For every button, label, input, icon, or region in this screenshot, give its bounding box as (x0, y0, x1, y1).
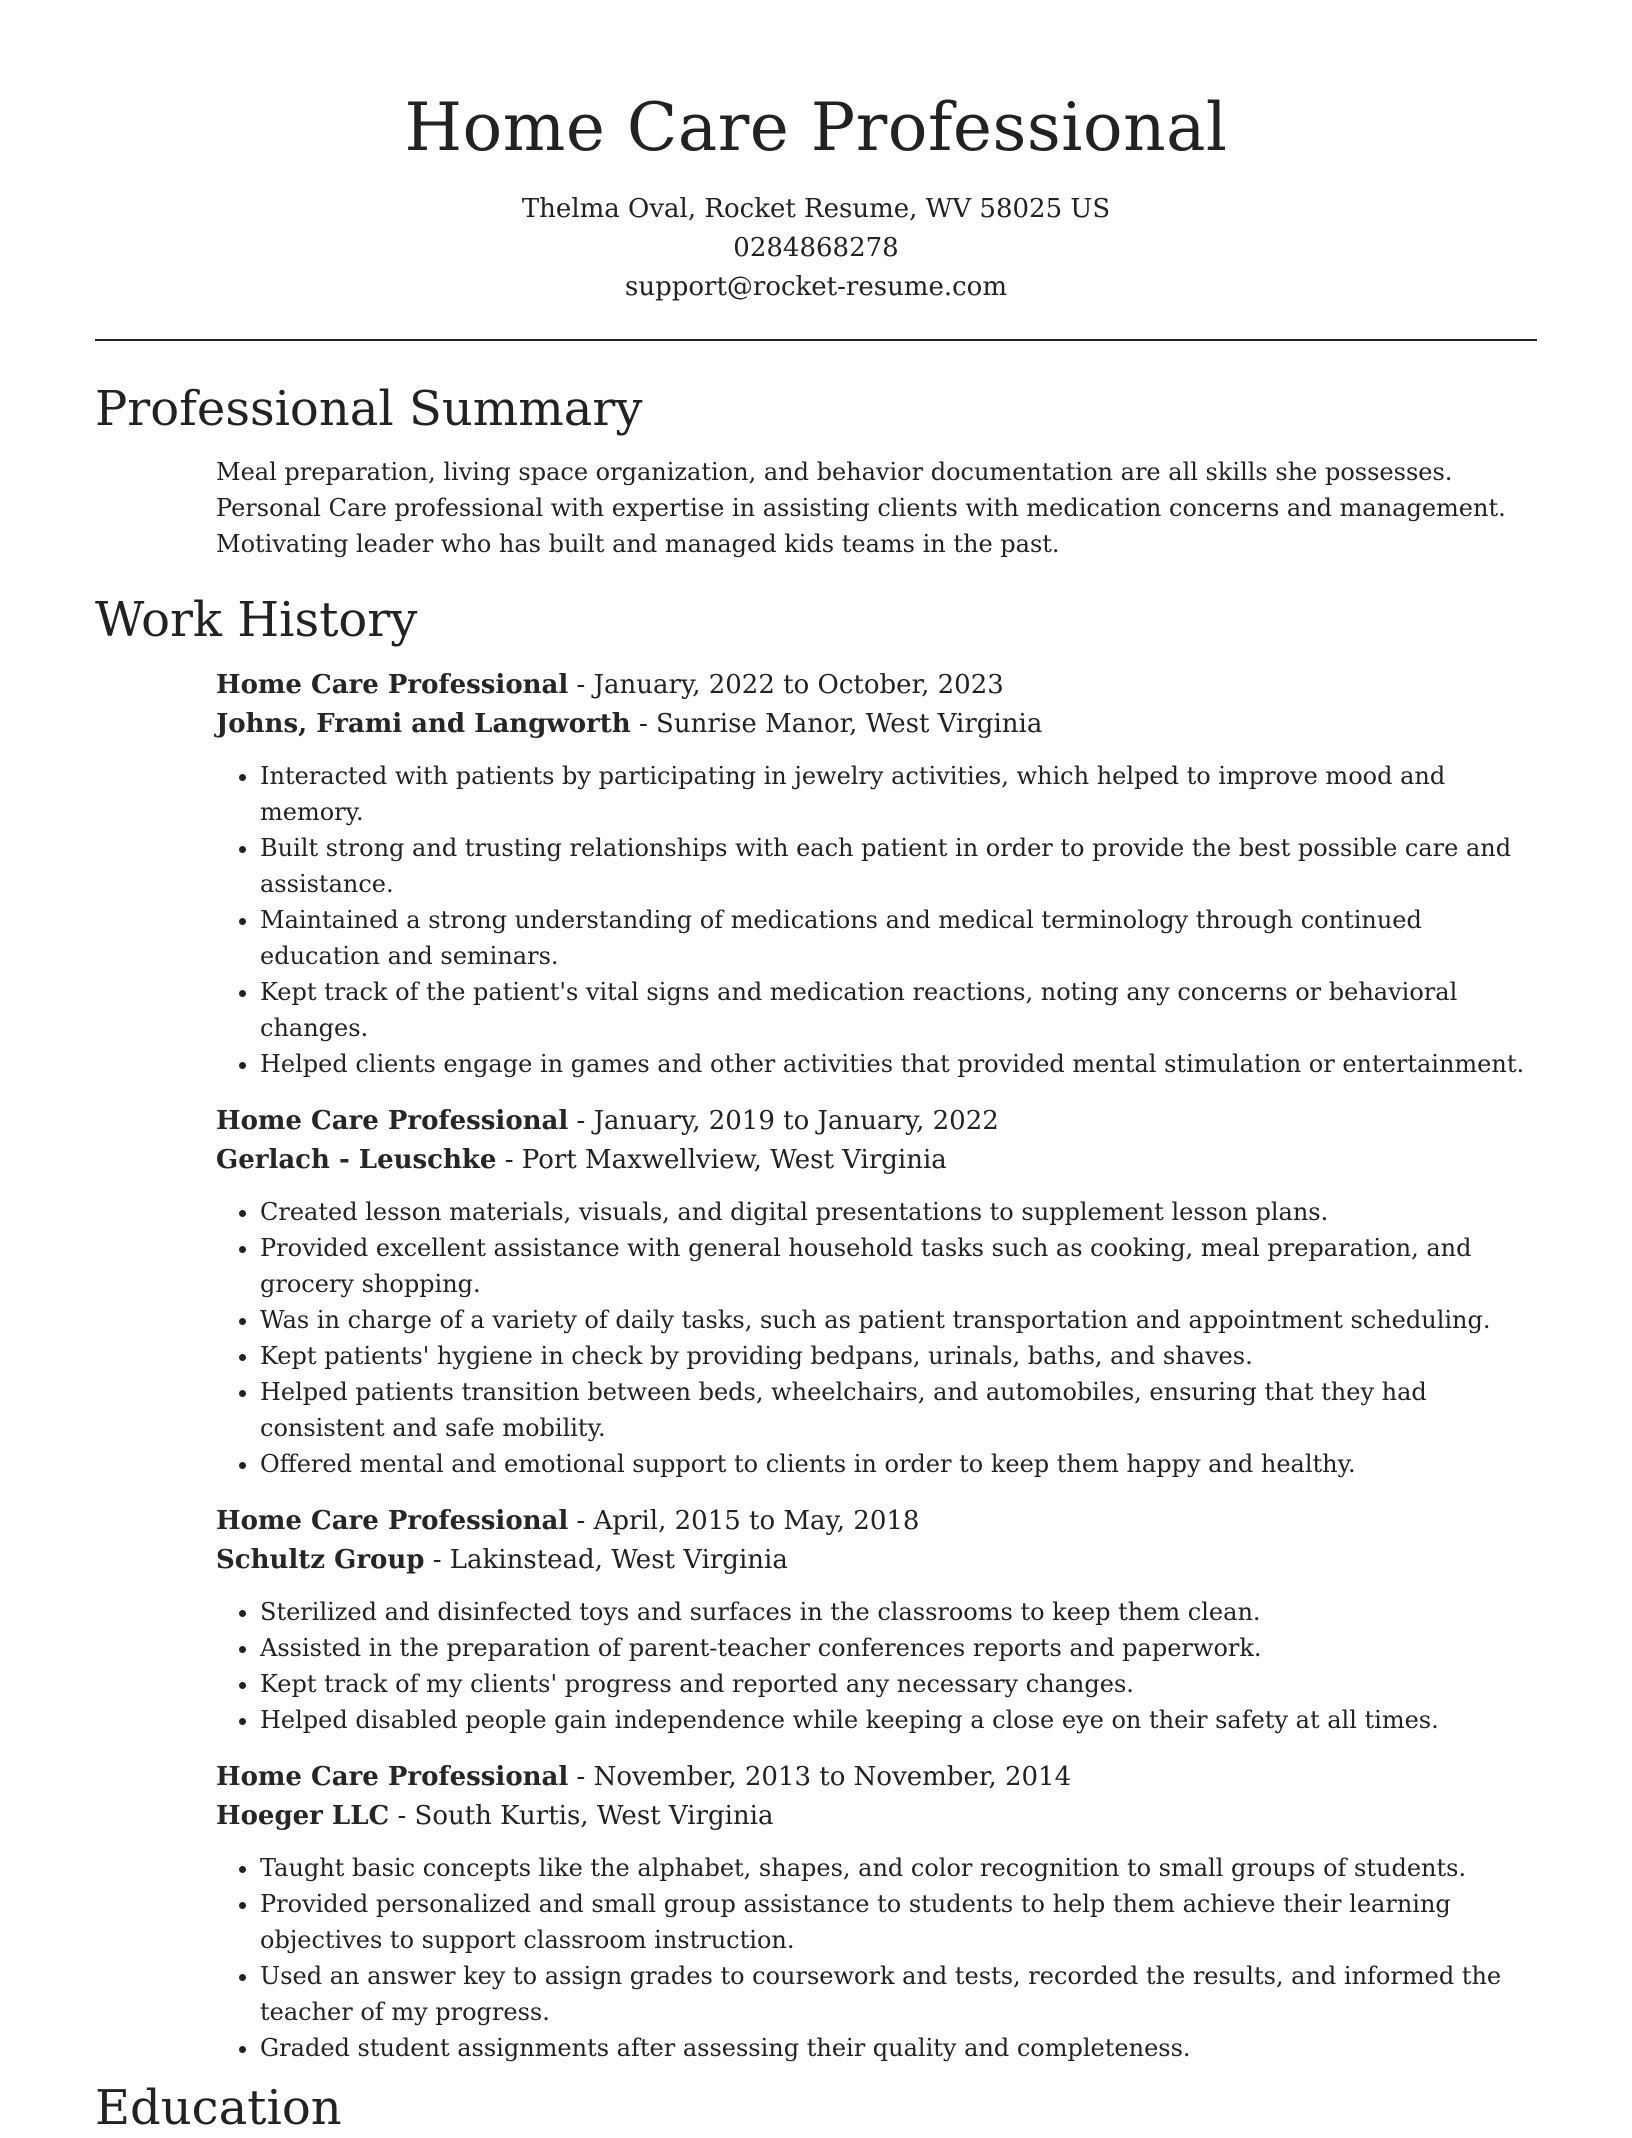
job-title-line (216, 1502, 1537, 1541)
summary-text: Meal preparation, living space organization, and behavior documentation are all skills she possesses. Personal Care professional with expertise in assisting clients with medication concerns and management. Motivating leader who has built and managed kids teams in the past. (216, 458, 1506, 558)
work-history-heading: Work History (95, 592, 418, 648)
job-bullet: • Kept patients' hygiene in check by providing bedpans, urinals, baths, and shaves. (260, 1338, 1537, 1374)
job-title: Home Care Professional (216, 1762, 569, 1792)
job-bullet: • Created lesson materials, visuals, and digital presentations to supplement lesson plans. (260, 1194, 1537, 1230)
job-bullet: • Helped disabled people gain independence while keeping a close eye on their safety at all times. (260, 1702, 1537, 1738)
job-bullets (216, 1594, 1537, 1738)
job-bullet: • Helped clients engage in games and other activities that provided mental stimulation or entertainment. (260, 1046, 1537, 1082)
resume-page (95, 0, 1537, 2138)
job-entry (216, 666, 1537, 1082)
contact-email: support@rocket-resume.com (624, 272, 1007, 302)
job-bullet: • Kept track of my clients' progress and reported any necessary changes. (260, 1666, 1537, 1702)
job-bullets (216, 1194, 1537, 1482)
contact-info (95, 190, 1537, 307)
job-company-line (216, 1141, 1537, 1180)
summary-heading: Professional Summary (95, 381, 643, 437)
job-title: Home Care Professional (216, 1506, 569, 1536)
job-company-line (216, 1541, 1537, 1580)
job-bullet: • Used an answer key to assign grades to coursework and tests, recorded the results, and informed the teacher of my progress. (260, 1958, 1537, 2030)
job-bullet: • Provided excellent assistance with general household tasks such as cooking, meal preparation, and grocery shopping. (260, 1230, 1537, 1302)
job-company: Schultz Group (216, 1545, 425, 1575)
job-entry (216, 1502, 1537, 1738)
job-company: Hoeger LLC (216, 1801, 390, 1831)
job-title: Home Care Professional (216, 670, 569, 700)
job-dates: - January, 2019 to January, 2022 (568, 1106, 999, 1136)
job-bullet: • Taught basic concepts like the alphabet, shapes, and color recognition to small groups of students. (260, 1850, 1537, 1886)
contact-phone: 0284868278 (733, 233, 899, 263)
job-dates: - January, 2022 to October, 2023 (568, 670, 1004, 700)
job-bullet: • Kept track of the patient's vital signs and medication reactions, noting any concerns or behavioral changes. (260, 974, 1537, 1046)
job-company: Gerlach - Leuschke (216, 1145, 497, 1175)
job-bullet: • Interacted with patients by participating in jewelry activities, which helped to improve mood and memory. (260, 758, 1537, 830)
work-history-list (216, 666, 1537, 2066)
job-bullets (216, 758, 1537, 1082)
job-location: - Sunrise Manor, West Virginia (630, 709, 1043, 739)
job-company-line (216, 1797, 1537, 1836)
education-heading: Education (95, 2080, 342, 2136)
job-title-line (216, 666, 1537, 705)
job-bullet: • Built strong and trusting relationships with each patient in order to provide the best possible care and assistance. (260, 830, 1537, 902)
job-bullet: • Sterilized and disinfected toys and surfaces in the classrooms to keep them clean. (260, 1594, 1537, 1630)
job-title-line (216, 1758, 1537, 1797)
job-bullet: • Assisted in the preparation of parent-teacher conferences reports and paperwork. (260, 1630, 1537, 1666)
job-bullet: • Provided personalized and small group assistance to students to help them achieve their learning objectives to support classroom instruction. (260, 1886, 1537, 1958)
job-title: Home Care Professional (216, 1106, 569, 1136)
resume-header (95, 0, 1537, 307)
job-entry (216, 1102, 1537, 1482)
job-location: - Port Maxwellview, West Virginia (496, 1145, 947, 1175)
job-dates: - April, 2015 to May, 2018 (568, 1506, 920, 1536)
job-bullet: • Helped patients transition between beds, wheelchairs, and automobiles, ensuring that they had consistent and safe mobility. (260, 1374, 1537, 1446)
job-dates: - November, 2013 to November, 2014 (568, 1762, 1072, 1792)
job-bullet: • Graded student assignments after assessing their quality and completeness. (260, 2030, 1537, 2066)
job-bullet: • Was in charge of a variety of daily tasks, such as patient transportation and appointment scheduling. (260, 1302, 1537, 1338)
contact-address: Thelma Oval, Rocket Resume, WV 58025 US (521, 194, 1111, 224)
job-location: - South Kurtis, West Virginia (389, 1801, 774, 1831)
job-entry (216, 1758, 1537, 2066)
header-divider (95, 339, 1537, 341)
job-bullets (216, 1850, 1537, 2066)
job-title-line (216, 1102, 1537, 1141)
job-company-line (216, 705, 1537, 744)
job-bullet: • Offered mental and emotional support to clients in order to keep them happy and healthy. (260, 1446, 1537, 1482)
job-bullet: • Maintained a strong understanding of medications and medical terminology through continued education and seminars. (260, 902, 1537, 974)
resume-name: Home Care Professional (404, 89, 1228, 166)
job-location: - Lakinstead, West Virginia (424, 1545, 788, 1575)
job-company: Johns, Frami and Langworth (216, 709, 631, 739)
